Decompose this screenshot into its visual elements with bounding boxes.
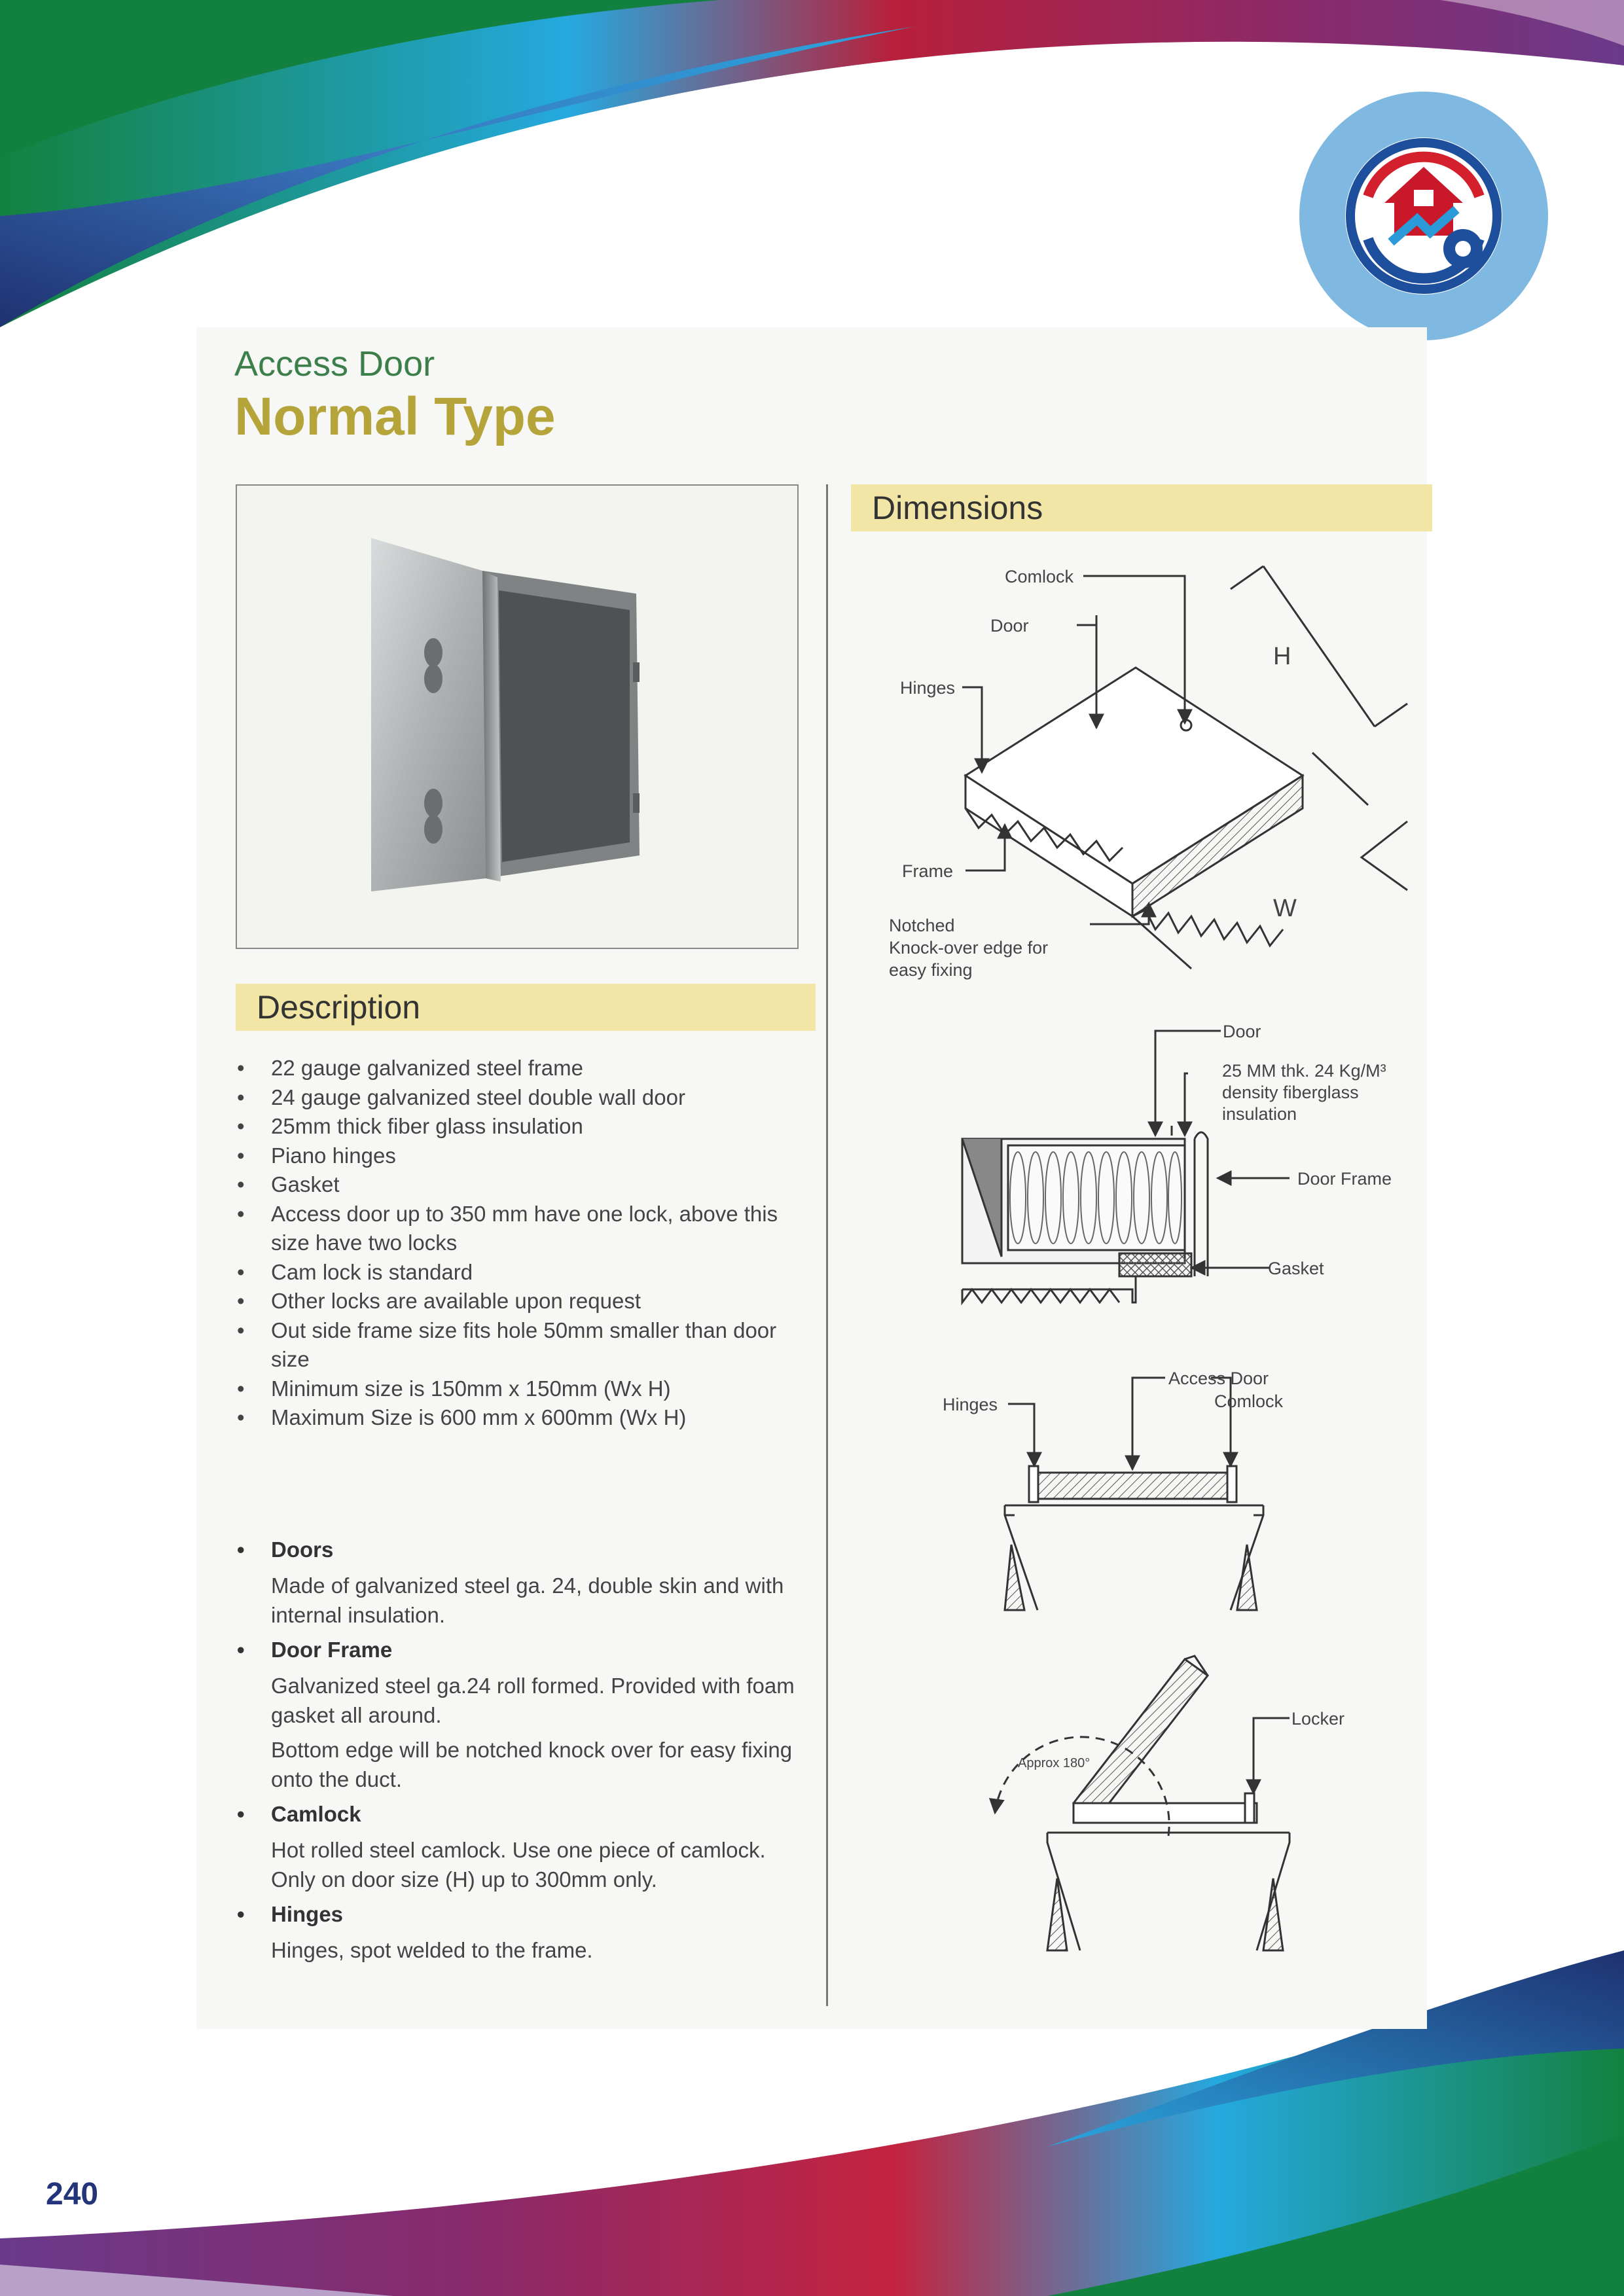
spec-text: Hot rolled steel camlock. Use one piece of camlock. Only on door size (H) up to 300mm only.: [271, 1838, 766, 1892]
spec-doors: [236, 1535, 799, 1630]
specifications: [236, 1535, 799, 1970]
dimensions-heading: Dimensions: [851, 484, 1432, 531]
label-comlock: Comlock: [1214, 1391, 1284, 1411]
dimension-diagrams: [844, 550, 1434, 2003]
spec-title: • Doors: [271, 1535, 799, 1564]
spec-text: Bottom edge will be notched knock over for easy fixing onto the duct.: [271, 1738, 793, 1791]
spec-camlock: [236, 1799, 799, 1894]
label-door-frame: Door Frame: [1297, 1169, 1392, 1189]
label-insulation: 25 MM thk. 24 Kg/M³: [1222, 1061, 1386, 1081]
list-item: • Cam lock is standard: [236, 1258, 799, 1287]
label-notched: Knock-over edge for: [889, 938, 1049, 958]
list-item: • Maximum Size is 600 mm x 600mm (Wx H): [236, 1403, 799, 1433]
page-subtitle: Normal Type: [234, 387, 556, 446]
open-door-diagram: [995, 1656, 1290, 1950]
section-diagram-labels: [1222, 1022, 1392, 1278]
description-list: [236, 1054, 799, 1433]
list-item: • Out side frame size fits hole 50mm smaller than door size: [236, 1316, 799, 1374]
label-notched: Notched: [889, 916, 955, 935]
list-item: • Access door up to 350 mm have one lock, above this size have two locks: [236, 1200, 799, 1258]
label-door: Door: [1223, 1022, 1261, 1041]
spec-text: Hinges, spot welded to the frame.: [271, 1938, 593, 1962]
description-heading: Description: [236, 984, 816, 1031]
spec-title: • Door Frame: [271, 1635, 799, 1664]
label-gasket: Gasket: [1268, 1259, 1324, 1278]
access-door-illustration: [237, 486, 797, 948]
spec-title: • Camlock: [271, 1799, 799, 1829]
list-item: • Other locks are available upon request: [236, 1287, 799, 1316]
label-comlock: Comlock: [1005, 567, 1074, 586]
spec-door-frame: [236, 1635, 799, 1794]
label-insulation: density fiberglass: [1222, 1083, 1359, 1102]
open-door-labels: [1018, 1709, 1344, 1770]
label-access-door: Access Door: [1168, 1369, 1269, 1388]
list-item: • 22 gauge galvanized steel frame: [236, 1054, 799, 1083]
label-hinges: Hinges: [900, 678, 956, 698]
page-number: 240: [46, 2177, 99, 2212]
company-logo: [1293, 85, 1555, 347]
list-item: • Minimum size is 150mm x 150mm (Wx H): [236, 1374, 799, 1404]
page-title: Access Door: [234, 344, 435, 384]
column-divider: [826, 484, 828, 2006]
spec-text: Made of galvanized steel ga. 24, double skin and with internal insulation.: [271, 1573, 784, 1627]
list-item: • 25mm thick fiber glass insulation: [236, 1112, 799, 1141]
label-hinges: Hinges: [943, 1395, 998, 1414]
side-view-diagram: [1005, 1378, 1263, 1610]
label-insulation: insulation: [1222, 1104, 1297, 1124]
label-door: Door: [990, 616, 1029, 636]
side-view-labels: [943, 1369, 1284, 1414]
spec-text: Galvanized steel ga.24 roll formed. Provided with foam gasket all around.: [271, 1674, 795, 1727]
list-item: • Piano hinges: [236, 1141, 799, 1171]
label-approx: Approx 180°: [1018, 1756, 1091, 1770]
isometric-diagram: [962, 566, 1407, 969]
list-item: • Gasket: [236, 1170, 799, 1200]
label-notched: easy fixing: [889, 960, 973, 980]
label-h: H: [1273, 643, 1291, 670]
product-photo: [236, 484, 799, 949]
spec-title: • Hinges: [271, 1899, 799, 1929]
spec-hinges: [236, 1899, 799, 1965]
label-frame: Frame: [902, 861, 954, 881]
list-item: • 24 gauge galvanized steel double wall door: [236, 1083, 799, 1113]
label-w: W: [1273, 895, 1297, 922]
label-locker: Locker: [1291, 1709, 1345, 1729]
